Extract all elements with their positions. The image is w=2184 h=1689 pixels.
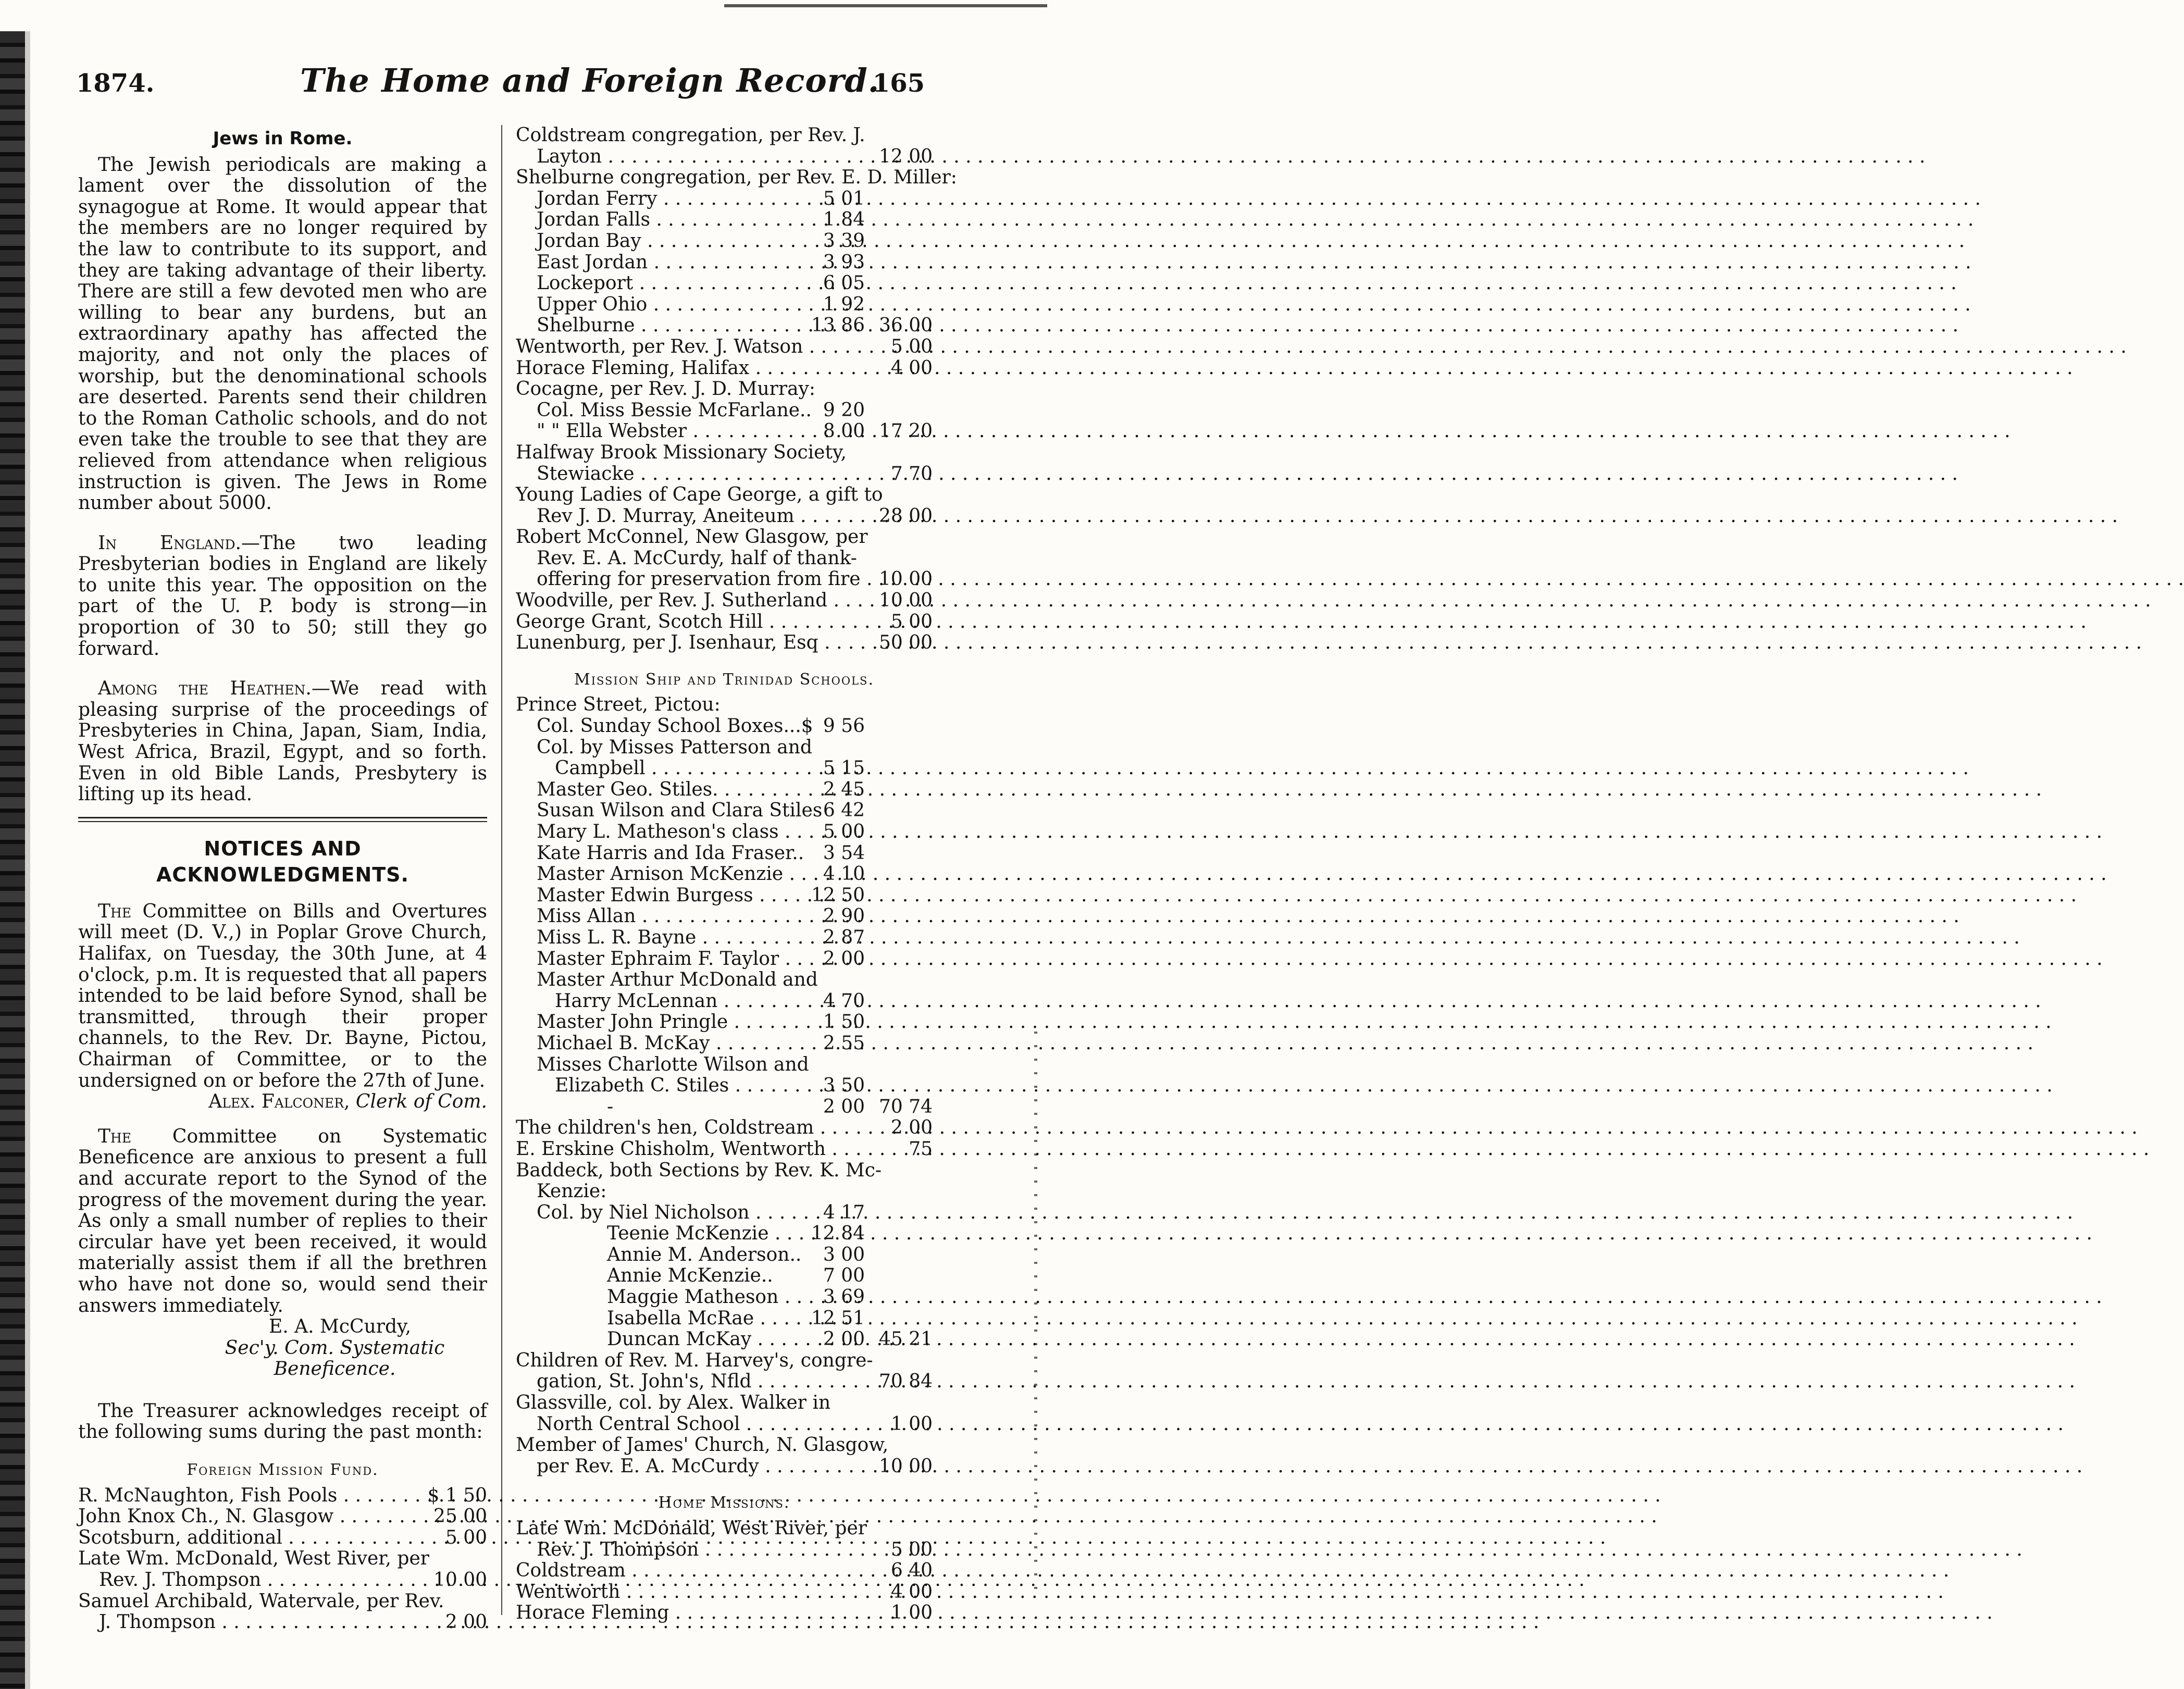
list-item [516,442,933,464]
list-item [516,590,933,612]
entry-subtotal: 4 17 [823,1201,865,1223]
jews-text: The Jewish periodicals are making a lament over the dissolution of the synagogue at Rome. It would appear that the members are no longer required by the law to contribute to its support, and they are taking advantage of their liberty. There are still a few devoted men who are willing to bear any burdens, but an extraordinary apathy has affected the majority, and not only the places of worship, but the denominational schools are deserted. Parents send their children to the Roman Catholic schools, and do not even take the trouble to see that they are relieved from attendance when religious instruction is given. The Jews in Rome number about 5000. [78,154,487,514]
entry-subtotal: 2 87 [823,926,865,948]
entry-subtotal: 4 70 [823,990,865,1012]
entry-label: Annie McKenzie.. [607,1265,773,1287]
list-item [516,1054,933,1076]
entry-label: Late Wm. McDonald, West River, per [516,1518,867,1539]
list-item [516,400,933,421]
entry-subtotal: 2 55 [823,1032,865,1054]
notice1-lead: The [98,900,132,922]
entry-subtotal: 3 50 [823,1075,865,1097]
entry-label: Cocagne, per Rev. J. D. Murray: [516,378,816,400]
entry-label: Lockeport . . . [537,273,781,294]
scan-binding-strip [0,31,25,1689]
scan-binding-edge [25,31,30,1689]
list-item [516,527,933,548]
list-item [516,1560,933,1582]
entry-label: Layton . . . [537,146,781,168]
entry-label: Children of Rev. M. Harvey's, congre- [516,1349,873,1371]
entry-label: Annie M. Anderson.. [607,1244,802,1265]
list-item [516,464,933,485]
entry-subtotal: 9 20 [823,399,865,421]
notice1-text: Committee on Bills and Overtures will meet (D. V.,) in Poplar Grove Church, Halifax, on Tuesday, the 30th June, at 4 o'clock, p.m. It is requested that all papers intended to be laid before Synod, shall be transmitted, through their proper channels, to the Rev. Dr. Bayne, Pictou, Chairman of Committee, or to the undersigned on or before the 27th of June. [78,900,487,1091]
entry-label: Baddeck, both Sections by Rev. K. Mc- [516,1159,882,1181]
entry-subtotal: 3 00 [823,1244,865,1265]
list-item [516,1075,933,1097]
foreign-mission-heading: Foreign Mission Fund. [187,1461,379,1480]
entry-label: Horace Fleming, Halifax . . . [516,358,781,379]
entry-amount: 7 70 [890,463,933,485]
entry-label: Stewiacke . . . [537,464,781,485]
entry-label: Shelburne . . . [537,315,781,337]
header-title: The Home and Foreign Record. [300,61,880,100]
entry-label: Woodville, per Rev. J. Sutherland . . . [516,590,781,612]
list-item [516,1435,933,1456]
entry-amount: 70 84 [878,1371,933,1393]
entry-label: Col. by Niel Nicholson . . . [537,1202,781,1224]
list-item [516,885,933,906]
list-item [78,1527,487,1549]
entry-label: Kenzie: [537,1181,607,1202]
entry-label: The children's hen, Coldstream . . . [516,1117,781,1139]
list-item [516,864,933,885]
list-item [516,1181,933,1202]
entry-label: Col. by Misses Patterson and [537,736,812,758]
list-item [516,1414,933,1435]
entry-label: R. McNaughton, Fish Pools . . . [78,1485,419,1507]
list-item [516,1393,933,1414]
entry-label: Col. Sunday School Boxes...$ [537,715,813,737]
entry-label: Shelburne congregation, per Rev. E. D. Miller: [516,167,957,189]
list-item [516,315,933,337]
notice2-role: Sec'y. Com. Systematic Beneficence. [225,1337,445,1380]
notice-systematic-beneficence [78,1126,487,1317]
entry-amount: 4 00 [890,1581,933,1603]
list-item [516,1223,933,1245]
list-item [516,1097,933,1118]
entry-subtotal: 3 39 [823,230,865,252]
entry-label: George Grant, Scotch Hill . . . [516,612,781,633]
list-item [78,1612,487,1633]
entry-subtotal: 5 00 [823,821,865,842]
entry-label: Lunenburg, per J. Isenhaur, Esq . . . [516,632,781,654]
list-item [516,1117,933,1139]
entry-subtotal: 7 00 [823,1265,865,1287]
list-item [516,209,933,231]
entry-subtotal: 6 42 [823,800,865,822]
list-item [516,1603,933,1624]
england-lead: In England. [98,532,241,554]
entry-label: Horace Fleming . . . [516,1603,781,1624]
entry-amount: 1 00 [890,1602,933,1624]
list-item [516,1265,933,1287]
list-item [516,800,933,822]
entry-label: North Central School . . . [537,1414,781,1435]
entry-subtotal: 1 84 [823,209,865,231]
list-item [516,252,933,274]
entry-label: Maggie Matheson . . . [607,1287,781,1308]
entry-label: Young Ladies of Cape George, a gift to [516,484,883,506]
right-column [516,125,957,1624]
entry-label: Wentworth . . . [516,1582,781,1603]
list-item [516,612,933,633]
entry-amount: 17 20 [878,420,933,442]
entry-amount: 10 00 [878,568,933,590]
entry-amount: 25 00 [433,1506,487,1527]
entry-amount: 2 00 [890,1117,933,1139]
notice1-signer: Alex. Falconer, [208,1091,350,1113]
list-item [516,1518,933,1539]
list-item [516,949,933,970]
heathen-lead: Among the Heathen. [98,678,312,700]
entry-label: Jordan Bay . . . [537,231,781,252]
entry-subtotal: 3 69 [823,1286,865,1308]
notice-bills-overtures [78,901,487,1091]
entry-label: Mary L. Matheson's class . . . [537,822,781,843]
list-item [516,632,933,654]
entry-label: Master Ephraim F. Taylor . . . [537,949,781,970]
entry-amount: 5 00 [890,611,933,632]
entry-label: Rev. J. Thompson . . . [99,1570,419,1591]
entry-subtotal: 9 56 [823,715,865,737]
list-item [516,548,933,569]
entry-label: Rev. J. Thompson . . . [537,1539,781,1561]
entry-label: Teenie McKenzie . . . [607,1223,781,1245]
notice1-role: Clerk of Com. [355,1091,487,1113]
heathen-paragraph [78,678,487,805]
list-item [516,569,933,590]
list-item [516,273,933,294]
list-item [516,189,933,210]
entry-amount: 5 00 [445,1526,487,1548]
entry-subtotal: 2 00 [823,1096,865,1117]
entry-label: Member of James' Church, N. Glasgow, [516,1434,889,1456]
entry-label: Elizabeth C. Stiles . . . [555,1075,781,1097]
notice2-text: Committee on Systematic Beneficence are anxious to present a full and accurate report to the Synod of the progress of the movement during the year. As only a small number of replies to their circular have yet been received, it would materially assist them if all the brethren who have not done so, would send their answers immediately. [78,1125,487,1317]
list-item [78,1591,487,1612]
entry-subtotal: 5 15 [823,757,865,779]
entry-label: Robert McConnel, New Glasgow, per [516,526,868,548]
foreign-mission-list [78,1485,487,1633]
list-item [78,1485,487,1507]
entry-label: Halfway Brook Missionary Society, [516,441,847,463]
entry-amount: 1 00 [890,1413,933,1435]
scan-top-rule [724,4,1047,7]
list-item [516,358,933,379]
entry-subtotal: 5 01 [823,188,865,209]
entry-subtotal: 6 05 [823,272,865,294]
left-column [78,125,487,1633]
list-item [516,125,933,146]
header-page-number: 165 [872,69,925,98]
entry-label: Master Geo. Stiles. . . . [537,779,781,801]
list-item [516,1582,933,1603]
list-item [516,716,933,737]
list-item [516,1350,933,1372]
list-item [516,379,933,400]
list-item [516,1202,933,1224]
heathen-text: —We read with pleasing surprise of the proceedings of Presbyteries in China, Japan, Siam, India, West Africa, Brazil, Egypt, and so forth. Even in old Bible Lands, Presbytery is lifting up its head. [78,678,487,805]
page-header [76,61,925,103]
list-item [516,694,933,716]
entry-amount: 5 00 [890,336,933,357]
entry-amount: 70 74 [878,1096,933,1117]
list-item [516,906,933,927]
entry-label: gation, St. John's, Nfld . . . [537,1371,781,1393]
list-item [516,1371,933,1393]
entry-label: " " Ella Webster . . . [537,421,781,442]
entry-subtotal: 3 93 [823,251,865,273]
list-item [516,506,933,527]
entry-label: - [607,1096,614,1117]
entry-label: Upper Ohio . . . [537,294,781,316]
section-rule [78,817,487,822]
list-item [516,1456,933,1477]
jews-heading: Jews in Rome. [213,128,353,149]
list-item [516,1329,933,1350]
list-item [516,1308,933,1330]
list-item [516,337,933,358]
entry-amount: 28 00 [878,505,933,527]
list-item [516,843,933,864]
entry-label: Jordan Falls . . . [537,209,781,231]
entry-label: Miss Allan . . . [537,906,781,927]
list-item [516,1160,933,1182]
entry-label: Michael B. McKay . . . [537,1033,781,1054]
entry-amount: 10 00 [878,1455,933,1477]
list-item [516,1245,933,1266]
entry-label: Scotsburn, additional . . . [78,1527,419,1549]
notices-heading: NOTICES AND ACKNOWLEDGMENTS. [156,837,409,886]
list-item [516,1033,933,1054]
entry-label: Late Wm. McDonald, West River, per [78,1548,429,1570]
entry-subtotal: 2 00 [823,1328,865,1350]
entry-label: Coldstream . . . [516,1560,781,1582]
entry-label: Rev J. D. Murray, Aneiteum . . . [537,506,781,527]
list-item [78,1570,487,1591]
entry-label: Misses Charlotte Wilson and [537,1053,809,1075]
entry-subtotal: 1 50 [823,1011,865,1033]
entry-subtotal: 8 00 [823,420,865,442]
entry-label: Col. Miss Bessie McFarlane.. [537,399,812,421]
home-missions-list [516,1518,933,1624]
notice2-lead: The [98,1125,132,1147]
entry-amount: 10 00 [433,1569,487,1591]
entry-label: John Knox Ch., N. Glasgow . . . [78,1506,419,1527]
entry-label: Harry McLennan . . . [555,991,781,1012]
entry-label: Campbell . . . [555,758,781,779]
entry-label: Prince Street, Pictou: [516,694,721,716]
entry-label: Kate Harris and Ida Fraser.. [537,842,804,864]
entry-label: J. Thompson . . . [99,1612,419,1633]
entry-amount: 10 00 [878,590,933,612]
entry-label: Glassville, col. by Alex. Walker in [516,1392,831,1414]
list-item [516,1139,933,1160]
home-missions-heading: Home Missions. [658,1494,790,1512]
entry-label: East Jordan . . . [537,252,781,274]
entry-label: Rev. E. A. McCurdy, half of thank- [537,547,857,569]
mission-ship-list [516,694,933,1477]
entry-subtotal: 13 86 [811,315,865,337]
entry-amount: 6 40 [890,1560,933,1582]
entry-subtotal: 1 92 [823,293,865,315]
list-item [516,294,933,316]
list-item [78,1548,487,1570]
entry-amount: $ 1 50 [427,1484,487,1506]
list-item [516,991,933,1012]
list-item [516,1287,933,1308]
entry-label: Master Edwin Burgess . . . [537,885,781,906]
header-year: 1874. [76,69,155,98]
entry-label: Master John Pringle . . . [537,1012,781,1033]
list-item [516,970,933,991]
entry-label: Master Arthur McDonald and [537,969,818,991]
entry-amount: 4 00 [890,357,933,379]
entry-amount: 5 00 [890,1538,933,1560]
england-text: —The two leading Presbyterian bodies in England are likely to unite this year. The opposition on the part of the U. P. body is strong—in proportion of 30 to 50; still they go forward. [78,532,487,660]
entry-label: Master Arnison McKenzie . . . [537,864,781,885]
entry-label: Coldstream congregation, per Rev. J. [516,125,865,146]
entry-subtotal: 3 54 [823,842,865,864]
list-item [516,758,933,779]
list-item [516,231,933,252]
entry-subtotal: 12 51 [811,1307,865,1329]
entry-label: Jordan Ferry . . . [537,189,781,210]
mission-ship-heading: Mission Ship and Trinidad Schools. [574,670,874,689]
list-item [516,485,933,506]
entry-label: E. Erskine Chisholm, Wentworth . . . [516,1139,781,1160]
list-item [516,167,957,189]
entry-amount: 2 00 [445,1611,487,1633]
entry-label: Miss L. R. Bayne . . . [537,927,781,949]
entry-label: Samuel Archibald, Watervale, per Rev. [78,1590,444,1612]
england-paragraph [78,533,487,660]
entry-label: per Rev. E. A. McCurdy . . . [537,1456,781,1477]
entry-amount: 50 00 [878,632,933,654]
list-item [516,421,933,442]
entry-amount: 75 [909,1138,933,1160]
entry-label: Wentworth, per Rev. J. Watson . . . [516,337,781,358]
column-divider [501,125,502,1615]
entry-subtotal: 2 45 [823,778,865,800]
entry-subtotal: 12 50 [811,884,865,906]
list-item [516,737,933,759]
list-item [516,927,933,949]
list-item [516,822,933,843]
notice1-signature [78,1091,487,1113]
entry-amount: 45 21 [878,1328,933,1350]
entry-subtotal: 12 84 [811,1223,865,1245]
entry-subtotal: 4 10 [823,863,865,885]
list-item [516,1012,933,1033]
entry-subtotal: 2 00 [823,948,865,970]
notice2-signer: E. A. McCurdy, [268,1316,412,1338]
list-item [516,146,933,168]
entry-subtotal: 2 90 [823,905,865,927]
list-item [516,1539,933,1561]
receipts-list [516,125,957,654]
entry-label: offering for preservation from fire . . . [537,569,781,590]
entry-label: Duncan McKay . . . [607,1329,781,1350]
entry-label: Isabella McRae . . . [607,1308,781,1330]
list-item [516,779,933,801]
treasurer-text: The Treasurer acknowledges receipt of the following sums during the past month: [78,1400,487,1443]
entry-amount: 36 00 [878,315,933,337]
entry-amount: 12 00 [878,145,933,167]
list-item [78,1506,487,1527]
entry-label: Susan Wilson and Clara Stiles [537,800,823,822]
